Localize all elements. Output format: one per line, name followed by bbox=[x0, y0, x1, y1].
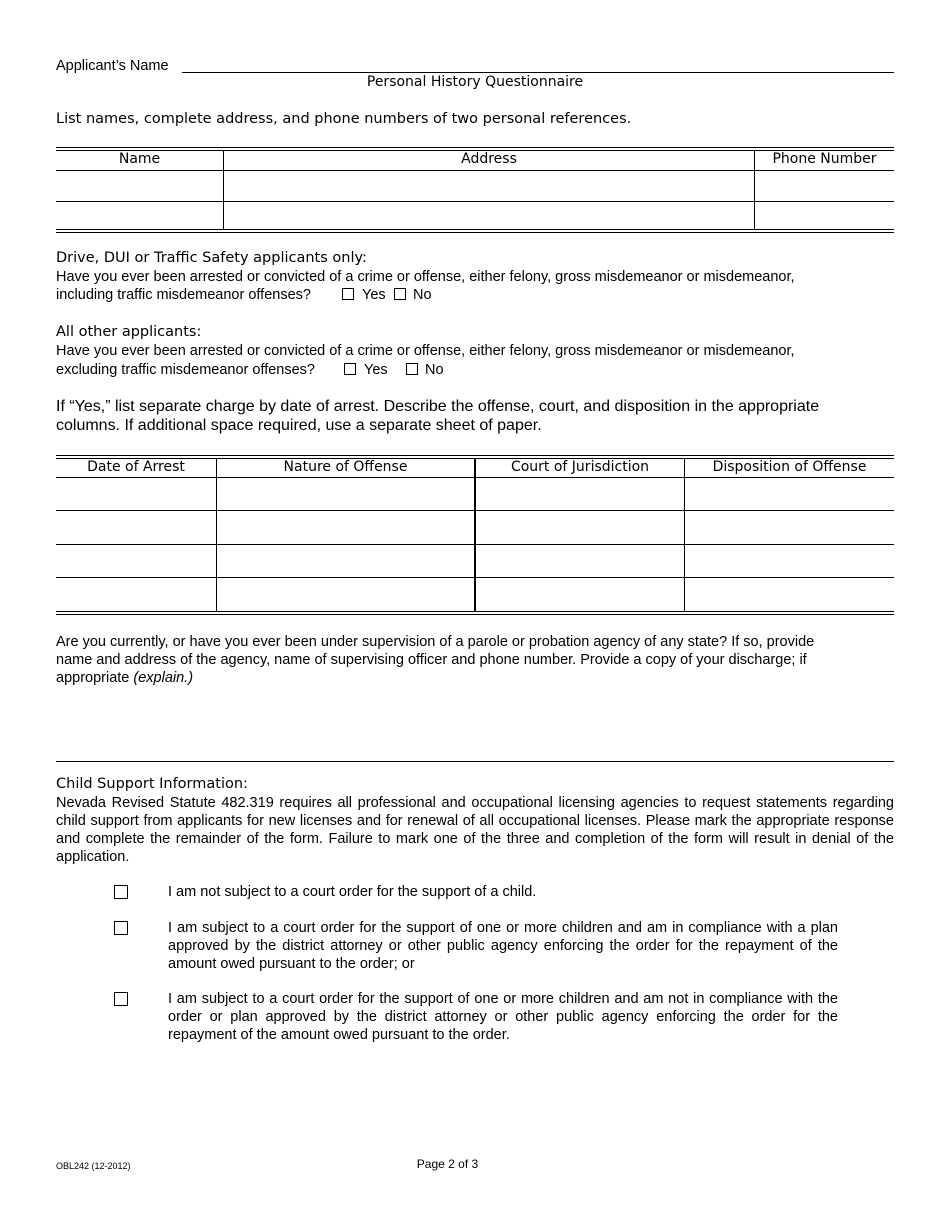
offense-row-1-court-cell[interactable] bbox=[476, 478, 684, 510]
offense-row-2-court-cell[interactable] bbox=[476, 511, 684, 544]
offense-row-3-date-cell[interactable] bbox=[57, 545, 216, 577]
column-header-date-of-arrest: Date of Arrest bbox=[87, 459, 185, 475]
offense-row-3-nature-cell[interactable] bbox=[217, 545, 474, 577]
column-header-phone: Phone Number bbox=[772, 151, 877, 167]
references-instruction: List names, complete address, and phone numbers of two personal references. bbox=[56, 111, 632, 127]
option-2-checkbox[interactable] bbox=[114, 921, 128, 935]
column-header-address: Address bbox=[461, 151, 517, 167]
offense-row-3-disposition-cell[interactable] bbox=[685, 545, 894, 577]
supervision-appropriate-text: appropriate bbox=[56, 670, 130, 686]
option-3-text: I am subject to a court order for the support of one or more children and am not in compliance with the order or plan approved by the district attorney or other public agency enforcing the order for the repayment of the amount owed pursuant to the order. bbox=[168, 991, 838, 1043]
option-1-text: I am not subject to a court order for the support of a child. bbox=[168, 884, 537, 900]
page-number: Page 2 of 3 bbox=[416, 1157, 479, 1171]
form-code: OBL242 (12-2012) bbox=[56, 1161, 131, 1171]
form-title: Personal History Questionnaire bbox=[366, 74, 584, 90]
supervision-explain-text: (explain.) bbox=[133, 670, 194, 686]
offense-instruction-line1: If “Yes,” list separate charge by date of arrest. Describe the offense, court, and disposition in the appropriate bbox=[56, 398, 820, 415]
offense-row-2-disposition-cell[interactable] bbox=[685, 511, 894, 544]
reference-2-name-cell[interactable] bbox=[57, 202, 223, 229]
table-border bbox=[56, 229, 894, 230]
offense-instruction-line2: columns. If additional space required, use a separate sheet of paper. bbox=[56, 417, 542, 434]
dui-yes-checkbox[interactable] bbox=[342, 288, 354, 300]
dui-question-line1: Have you ever been arrested or convicted of a crime or offense, either felony, gross misdemeanor or misdemeanor, bbox=[56, 269, 795, 285]
option-1-checkbox[interactable] bbox=[114, 885, 128, 899]
offense-row-4-court-cell[interactable] bbox=[476, 578, 684, 611]
other-applicants-heading: All other applicants: bbox=[56, 324, 202, 340]
column-header-disposition: Disposition of Offense bbox=[712, 459, 867, 475]
other-no-label: No bbox=[425, 362, 444, 378]
supervision-line3 bbox=[56, 669, 193, 687]
column-header-nature-of-offense: Nature of Offense bbox=[283, 459, 408, 475]
dui-no-label: No bbox=[413, 287, 432, 303]
supervision-answer-line bbox=[56, 761, 894, 762]
dui-heading: Drive, DUI or Traffic Safety applicants only: bbox=[56, 250, 367, 266]
applicant-name-field[interactable] bbox=[182, 72, 894, 73]
dui-yes-label: Yes bbox=[362, 287, 386, 303]
child-support-heading: Child Support Information: bbox=[56, 776, 248, 792]
offense-row-1-disposition-cell[interactable] bbox=[685, 478, 894, 510]
supervision-line1: Are you currently, or have you ever been under supervision of a parole or probation agency of any state? If so, provide bbox=[56, 634, 815, 650]
offense-row-4-nature-cell[interactable] bbox=[217, 578, 474, 611]
dui-question-line2: including traffic misdemeanor offenses? bbox=[56, 287, 311, 303]
applicant-name-label: Applicant’s Name bbox=[56, 58, 169, 74]
supervision-explain-area[interactable] bbox=[56, 689, 894, 760]
child-support-statute: Nevada Revised Statute 482.319 requires all professional and occupational licensing agencies to request statements regarding child support from applicants for new licenses and for renewal of all occupational licenses. Please mark the appropriate response and complete the remainder of the form. Failure to mark one of the three and completion of the form will result in denial of the application. bbox=[56, 795, 894, 865]
reference-1-name-cell[interactable] bbox=[57, 171, 223, 201]
table-border bbox=[56, 147, 894, 148]
reference-2-address-cell[interactable] bbox=[224, 202, 754, 229]
dui-no-checkbox[interactable] bbox=[394, 288, 406, 300]
table-border bbox=[56, 614, 894, 615]
table-border bbox=[56, 455, 894, 456]
other-yes-label: Yes bbox=[364, 362, 388, 378]
supervision-line2: name and address of the agency, name of supervising officer and phone number. Provide a copy of your discharge; if bbox=[56, 652, 807, 668]
column-header-name: Name bbox=[118, 151, 161, 167]
offense-row-1-nature-cell[interactable] bbox=[217, 478, 474, 510]
other-question-line2: excluding traffic misdemeanor offenses? bbox=[56, 362, 315, 378]
table-border bbox=[56, 232, 894, 233]
offense-row-3-court-cell[interactable] bbox=[476, 545, 684, 577]
offense-row-1-date-cell[interactable] bbox=[57, 478, 216, 510]
option-3-checkbox[interactable] bbox=[114, 992, 128, 1006]
other-no-checkbox[interactable] bbox=[406, 363, 418, 375]
reference-2-phone-cell[interactable] bbox=[755, 202, 894, 229]
offense-row-4-date-cell[interactable] bbox=[57, 578, 216, 611]
offense-row-2-nature-cell[interactable] bbox=[217, 511, 474, 544]
reference-1-address-cell[interactable] bbox=[224, 171, 754, 201]
other-question-line1: Have you ever been arrested or convicted of a crime or offense, either felony, gross misdemeanor or misdemeanor, bbox=[56, 343, 795, 359]
offense-row-2-date-cell[interactable] bbox=[57, 511, 216, 544]
option-2-text: I am subject to a court order for the support of one or more children and am in compliance with a plan approved by the district attorney or other public agency enforcing the order for the repayment of the amount owed pursuant to the order; or bbox=[168, 920, 838, 972]
other-yes-checkbox[interactable] bbox=[344, 363, 356, 375]
offense-row-4-disposition-cell[interactable] bbox=[685, 578, 894, 611]
reference-1-phone-cell[interactable] bbox=[755, 171, 894, 201]
column-header-court-of-jurisdiction: Court of Jurisdiction bbox=[510, 459, 650, 475]
